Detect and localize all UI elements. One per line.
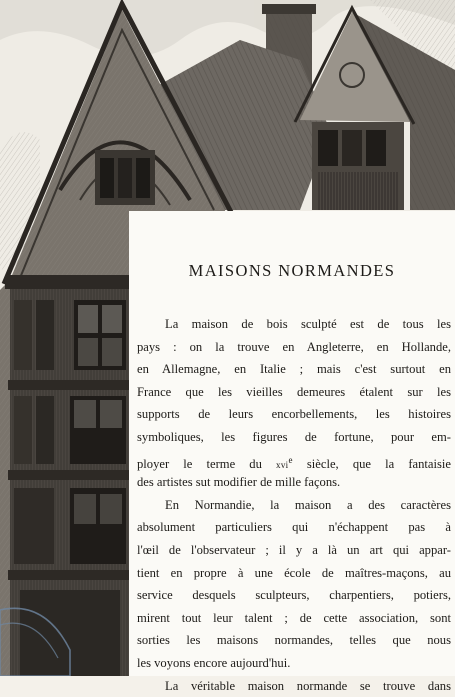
text-line: les voyons encore aujourd'hui. (137, 652, 451, 675)
text-line: France que les vieilles demeures étalent sur les (137, 381, 451, 404)
page-title: MAISONS NORMANDES (129, 261, 455, 281)
text-line: l'œil de l'observateur ; il y a là un art qui appar- (137, 539, 451, 562)
text-line: tient en propre à une école de maîtres-maçons, au (137, 562, 451, 585)
text-line: en Allemagne, en Italie ; mais c'est surtout en (137, 358, 451, 381)
text-line: sorties les maisons normandes, telles que nous (137, 629, 451, 652)
text-line: La maison de bois sculpté est de tous les (137, 313, 451, 336)
text-line: symboliques, les figures de fortune, pour em- (137, 426, 451, 449)
text-line: service desquels sculpteurs, charpentiers, potiers, (137, 584, 451, 607)
body-text (137, 313, 451, 697)
carved-facade (5, 275, 132, 676)
text-line: La véritable maison normande se trouve dans (137, 675, 451, 697)
text-line (137, 449, 451, 472)
text-line: En Normandie, la maison a des caractères (137, 494, 451, 517)
superscript: e (288, 455, 292, 465)
text-line: supports de leurs encorbellements, les histoires (137, 403, 451, 426)
text-line: pays : on la trouve en Angleterre, en Hollande, (137, 336, 451, 359)
text-line: absolument particuliers qui n'échappent pas à (137, 516, 451, 539)
text-line: mirent tout leur talent ; de cette association, sont (137, 607, 451, 630)
text-line: des artistes sut modifier de mille façons. (137, 471, 451, 494)
century-numeral: xvi (276, 460, 288, 470)
text-fragment: ployer le terme du (137, 457, 276, 471)
text-fragment: siècle, que la fantaisie (293, 457, 451, 471)
text-panel (129, 211, 455, 676)
